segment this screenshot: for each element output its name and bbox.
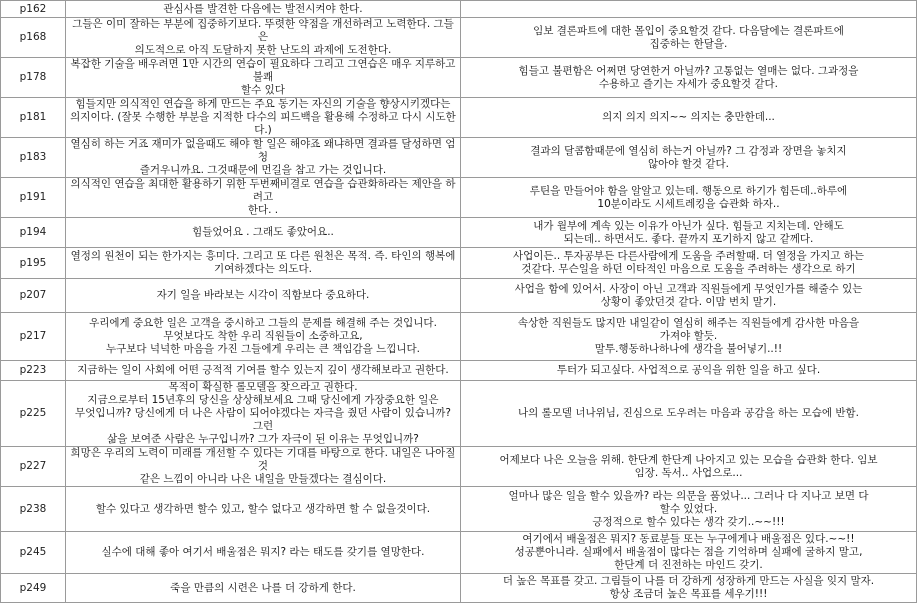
quote-line: 복잡한 기술을 배우려면 1만 시간의 연습이 필요하다 그리고 그연습은 매우 지루하고 불쾌 <box>70 58 456 83</box>
table-row <box>1 248 917 279</box>
note-line: 것같다. 무슨일을 하던 이타적인 마음으로 도움을 주려하는 생각으로 하기 <box>521 263 856 275</box>
note-cell <box>461 381 917 447</box>
note-line: 할수 있었다. <box>659 502 718 515</box>
note-line: 말투.행동하나하나에 생각을 불어넣기..!! <box>594 343 783 355</box>
quote-cell <box>66 58 461 98</box>
note-line: 나의 롤모델 너나위님, 진심으로 도우려는 마음과 공감을 하는 모습에 반함. <box>517 407 859 419</box>
quote-cell <box>66 361 461 381</box>
quote-cell <box>66 532 461 574</box>
note-line: 가져야 할듯. <box>659 330 718 342</box>
page-number-cell: p245 <box>1 532 66 574</box>
quote-cell <box>66 178 461 218</box>
page-number-cell: p178 <box>1 58 66 98</box>
note-line: 항상 조금더 높은 목표를 세우기!!! <box>609 588 768 600</box>
table-row <box>1 447 917 487</box>
quote-line: 한다. . <box>247 204 279 216</box>
note-cell <box>461 98 917 138</box>
quote-line: 지금하는 일이 사회에 어떤 긍적적 기여를 할수 있는지 깊이 생각해보라고 권한다. <box>77 364 449 376</box>
quote-line: 무엇보다도 착한 우리 직원들이 소중하고요, <box>163 330 363 342</box>
quote-cell <box>66 574 461 603</box>
table-row <box>1 1 917 18</box>
page-number-cell: p191 <box>1 178 66 218</box>
quote-line: 누구보다 넉넉한 마음을 가진 그들에게 우리는 큰 책임감을 느낍니다. <box>105 343 421 355</box>
note-line: 사업을 함에 있어서. 사장이 아닌 고객과 직원들에게 무엇인가를 해줄수 있는 <box>514 282 863 295</box>
note-line: 더 높은 목표를 갖고. 그림들이 나를 더 강하게 성장하게 만드는 사실을 잊지 말자. <box>502 575 875 587</box>
quote-cell <box>66 248 461 279</box>
quote-cell <box>66 313 461 361</box>
note-line: 투터가 되고싶다. 사업적으로 공익을 위한 일을 하고 싶다. <box>556 364 821 376</box>
note-cell <box>461 532 917 574</box>
note-line: 성공뿐아니라. 실패에서 배울점이 많다는 점을 기억하며 실패에 굴하지 말고, <box>514 546 863 558</box>
note-cell <box>461 313 917 361</box>
note-cell <box>461 361 917 381</box>
quote-line: 즐거우니까요. 그것때문에 먼길을 참고 가는 것입니다. <box>139 164 387 176</box>
table-row <box>1 313 917 361</box>
notes-table-body <box>1 1 917 603</box>
quote-cell <box>66 18 461 58</box>
table-row <box>1 532 917 574</box>
note-cell <box>461 279 917 313</box>
note-line: 임장. 독서.. 사업으로... <box>634 466 743 479</box>
table-row <box>1 178 917 218</box>
page-number-cell: p181 <box>1 98 66 138</box>
note-cell <box>461 218 917 248</box>
quote-line: 기여하겠다는 의도다. <box>214 263 312 275</box>
note-line: 한단계 더 진전하는 마인드 갖기. <box>614 559 763 571</box>
quote-line: 실수에 대해 좋아 여기서 배울점은 뭐지? 라는 태도를 갖기를 열망한다. <box>101 546 425 558</box>
note-cell <box>461 18 917 58</box>
note-line: 내가 월부에 계속 있는 이유가 아닌가 싶다. 힘들고 지치는데. 안해도 <box>533 219 844 232</box>
note-cell <box>461 1 917 18</box>
quote-line: 의도적으로 아직 도달하지 못한 난도의 과제에 도전한다. <box>134 44 392 56</box>
quote-line: 힘들지만 의식적인 연습을 하게 만드는 주요 동기는 자신의 기술을 향상시키겠다는 <box>75 98 451 110</box>
quote-line: 의식적인 연습을 최대한 활용하기 위한 두번째비결로 연습을 습관화하라는 제안을 하려고 <box>70 178 456 203</box>
quote-line: 자기 일을 바라보는 시각이 직함보다 중요하다. <box>156 289 370 301</box>
quote-line: 의지이다. (잘못 수행한 부분을 지적한 다수의 피드백을 활용해 수정하고 다시 시도한다.) <box>70 111 456 136</box>
note-line: 임보 결론파트에 대한 몰입이 중요할것 같다. 다음달에는 결론파트에 <box>533 24 844 37</box>
page-number-cell: p168 <box>1 18 66 58</box>
page-number-cell: p207 <box>1 279 66 313</box>
table-row <box>1 98 917 138</box>
quote-cell <box>66 279 461 313</box>
quote-cell <box>66 138 461 178</box>
note-line: 속상한 직원들도 많지만 내일같이 열심히 해주는 직원들에게 감사한 마음을 <box>517 317 860 329</box>
quote-cell <box>66 218 461 248</box>
quote-line: 삶을 보여준 사람은 누구입니까? 그가 자극이 된 이유는 무엇입니까? <box>107 433 419 445</box>
note-cell <box>461 574 917 603</box>
note-line: 긍정적으로 할수 있다는 생각 갖기..~~!!! <box>592 515 785 528</box>
page-number-cell: p195 <box>1 248 66 279</box>
table-row <box>1 574 917 603</box>
page-number-cell: p238 <box>1 487 66 532</box>
note-line: 의지 의지 의지~~ 의지는 충만한데... <box>602 111 775 123</box>
quote-line: 같은 느낌이 아니라 나은 내일을 만들겠다는 결심이다. <box>139 473 387 485</box>
page-number-cell: p227 <box>1 447 66 487</box>
quote-line: 우리에게 중요한 일은 고객을 중시하고 그들의 문제를 해결해 주는 것입니다. <box>89 317 437 329</box>
quote-line: 죽을 만큼의 시련은 나를 더 강하게 한다. <box>170 581 356 594</box>
note-line: 10분이라도 시세트레킹을 습관화 하자.. <box>597 197 780 210</box>
table-row <box>1 218 917 248</box>
note-cell <box>461 248 917 279</box>
page-number-cell: p225 <box>1 381 66 447</box>
page-number-cell: p217 <box>1 313 66 361</box>
note-cell <box>461 487 917 532</box>
quote-line: 할수 있다고 생각하면 할수 있고, 할수 없다고 생각하면 할 수 없을것이다. <box>95 502 431 515</box>
note-cell <box>461 178 917 218</box>
table-row <box>1 487 917 532</box>
page-number-cell: p249 <box>1 574 66 603</box>
quote-cell <box>66 381 461 447</box>
table-row <box>1 58 917 98</box>
note-line: 여기에서 배울점은 뭐지? 동료분들 또는 누구에게나 배울점은 있다.~~!! <box>522 533 855 545</box>
quote-line: 열정의 원천이 되는 한가지는 흥미다. 그리고 또 다른 원천은 목적. 즉. 타인의 행복에 <box>70 250 456 262</box>
note-line: 힘들고 불편함은 어쩌면 당연한거 아닐까? 고통없는 열매는 없다. 그과정을 <box>518 64 859 77</box>
note-line: 되는데.. 하면서도. 좋다. 끝까지 포기하지 않고 같께다. <box>563 232 814 245</box>
note-cell <box>461 447 917 487</box>
table-row <box>1 18 917 58</box>
quote-line: 그들은 이미 잘하는 부분에 집중하기보다. 뚜렷한 약점을 개선하려고 노력한다. 그들은 <box>72 18 454 43</box>
quote-cell <box>66 1 461 18</box>
note-cell <box>461 138 917 178</box>
quote-line: 힘들었어요 . 그래도 좋았어요.. <box>192 226 334 238</box>
note-line: 집중하는 한달을. <box>649 37 728 50</box>
note-line: 사업이든.. 투자공부든 다른사람에게 도움을 주려할때. 더 열정을 가지고 하는 <box>512 250 865 262</box>
note-cell <box>461 58 917 98</box>
quote-cell <box>66 98 461 138</box>
table-row <box>1 279 917 313</box>
quote-line: 목적이 확실한 롤모델을 찾으라고 권한다. <box>168 381 358 393</box>
note-line: 상황이 좋았던것 같다. 이맘 번치 말기. <box>600 295 777 308</box>
table-row <box>1 138 917 178</box>
page-number-cell: p194 <box>1 218 66 248</box>
table-row <box>1 361 917 381</box>
quote-cell <box>66 487 461 532</box>
note-line: 어제보다 나은 오늘을 위해. 한단계 한단계 나아지고 있는 모습을 습관화 한다. 임보 <box>499 453 878 466</box>
quote-line: 희망은 우리의 노력이 미래를 개선할 수 있다는 기대를 바탕으로 한다. 내일은 나아질것 <box>70 447 456 472</box>
quote-line: 무엇입니까? 당신에게 더 나은 사람이 되어야겠다는 자극을 줬던 사람이 있습니까? 그런 <box>75 407 451 432</box>
quote-line: 관심사를 발견한 다음에는 발전시켜야 한다. <box>163 2 363 15</box>
note-line: 루틴을 만들어야 함을 알알고 있는데. 행동으로 하기가 힘든데..하루에 <box>529 184 848 197</box>
quote-line: 할수 있다 <box>241 84 285 96</box>
note-line: 얼마나 많은 일을 할수 있을까? 라는 의문을 품었나... 그러나 다 지나고 보면 다 <box>508 489 869 502</box>
page-number-cell: p223 <box>1 361 66 381</box>
quote-line: 지금으로부터 15년후의 당신을 상상해보세요 그때 당신에게 가장중요한 일은 <box>87 394 439 406</box>
note-line: 수용하고 즐기는 자세가 중요할것 같다. <box>599 77 778 90</box>
quote-line: 열심히 하는 거죠 재미가 없을때도 해야 할 일은 해야죠 왜냐하면 결과를 달성하면 엄청 <box>70 138 456 163</box>
quote-cell <box>66 447 461 487</box>
note-line: 않아야 할것 같다. <box>647 157 729 170</box>
page-number-cell: p183 <box>1 138 66 178</box>
table-row <box>1 381 917 447</box>
page-number-cell: p162 <box>1 1 66 18</box>
note-line: 결과의 달콤함때문에 열심히 하는거 아닐까? 그 감정과 장면을 놓치지 <box>530 144 847 157</box>
